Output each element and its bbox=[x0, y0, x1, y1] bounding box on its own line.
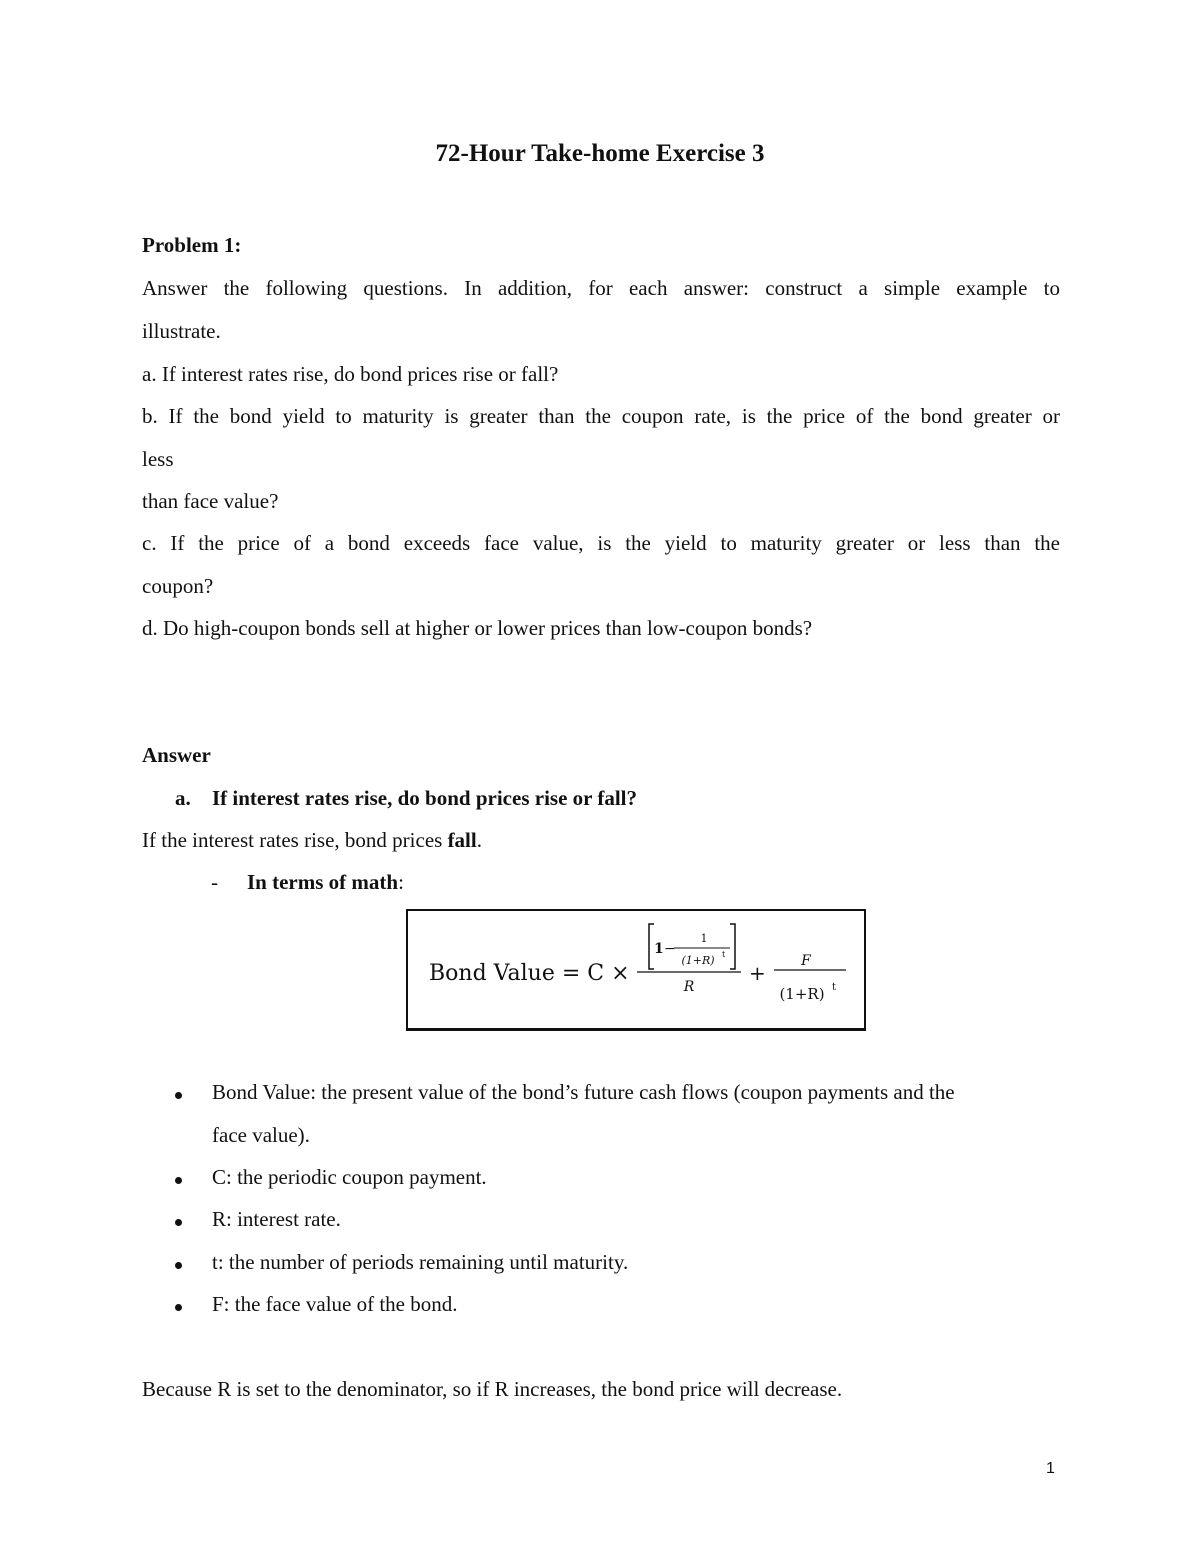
face-exponent: t bbox=[832, 982, 837, 993]
formula-minus: − bbox=[664, 941, 676, 957]
bullet-icon bbox=[175, 1177, 182, 1184]
math-item bbox=[211, 870, 404, 895]
bullet-icon bbox=[175, 1262, 182, 1269]
math-label: In terms of math bbox=[247, 870, 399, 894]
definition-text: t: the number of periods remaining until maturity. bbox=[212, 1250, 629, 1274]
face-denominator: (1+R) bbox=[779, 985, 825, 1003]
dash-marker: - bbox=[211, 870, 218, 894]
problem-intro-line-1: Answer the following questions. In addition, for each answer: construct a simple example to bbox=[142, 276, 1060, 300]
question-b-line-3: than face value? bbox=[142, 489, 279, 513]
subquestion-text: If interest rates rise, do bond prices rise or fall? bbox=[212, 786, 637, 810]
formula-lhs: Bond Value = C × bbox=[429, 961, 630, 986]
bullet-icon bbox=[175, 1219, 182, 1226]
answer-subquestion-a bbox=[175, 786, 637, 811]
definition-text: Bond Value: the present value of the bond’s future cash flows (coupon payments and the bbox=[212, 1080, 955, 1104]
definition-text: F: the face value of the bond. bbox=[212, 1292, 458, 1316]
problem-heading: Problem 1: bbox=[142, 233, 242, 257]
bullet-icon bbox=[175, 1092, 182, 1099]
formula-box bbox=[406, 909, 866, 1031]
formula-plus: + bbox=[749, 961, 766, 985]
subquestion-marker: a. bbox=[175, 786, 191, 810]
inner-exponent: t bbox=[722, 950, 726, 959]
face-numerator: F bbox=[801, 953, 811, 969]
answer-result-prefix: If the interest rates rise, bond prices bbox=[142, 828, 448, 852]
question-b-line-1: b. If the bond yield to maturity is greater than the coupon rate, is the price of the bond greater or bbox=[142, 404, 1060, 428]
question-b-line-2: less bbox=[142, 447, 174, 471]
definition-text: R: interest rate. bbox=[212, 1207, 341, 1231]
answer-result bbox=[142, 828, 482, 853]
math-colon: : bbox=[398, 870, 404, 894]
question-a: a. If interest rates rise, do bond prices rise or fall? bbox=[142, 362, 559, 386]
definition-continuation: face value). bbox=[212, 1123, 310, 1147]
formula-one: 1 bbox=[654, 941, 664, 957]
answer-result-bold: fall bbox=[447, 828, 477, 852]
answer-conclusion: Because R is set to the denominator, so if R increases, the bond price will decrease. bbox=[142, 1377, 843, 1401]
document-title: 72-Hour Take-home Exercise 3 bbox=[435, 140, 765, 167]
page-number: 1 bbox=[1046, 1460, 1055, 1477]
question-c-line-1: c. If the price of a bond exceeds face value, is the yield to maturity greater or less than the bbox=[142, 531, 1060, 555]
question-c-line-2: coupon? bbox=[142, 574, 214, 598]
answer-result-suffix: . bbox=[476, 828, 482, 852]
question-d: d. Do high-coupon bonds sell at higher or lower prices than low-coupon bonds? bbox=[142, 616, 813, 640]
inner-denominator: (1+R) bbox=[681, 954, 715, 967]
inner-numerator: 1 bbox=[700, 932, 708, 945]
right-bracket-icon bbox=[730, 924, 735, 969]
bond-value-formula bbox=[408, 911, 864, 1028]
answer-heading: Answer bbox=[142, 743, 211, 767]
problem-intro-line-2: illustrate. bbox=[142, 319, 221, 343]
outer-denominator: R bbox=[683, 979, 695, 995]
definition-text: C: the periodic coupon payment. bbox=[212, 1165, 487, 1189]
bullet-icon bbox=[175, 1304, 182, 1311]
